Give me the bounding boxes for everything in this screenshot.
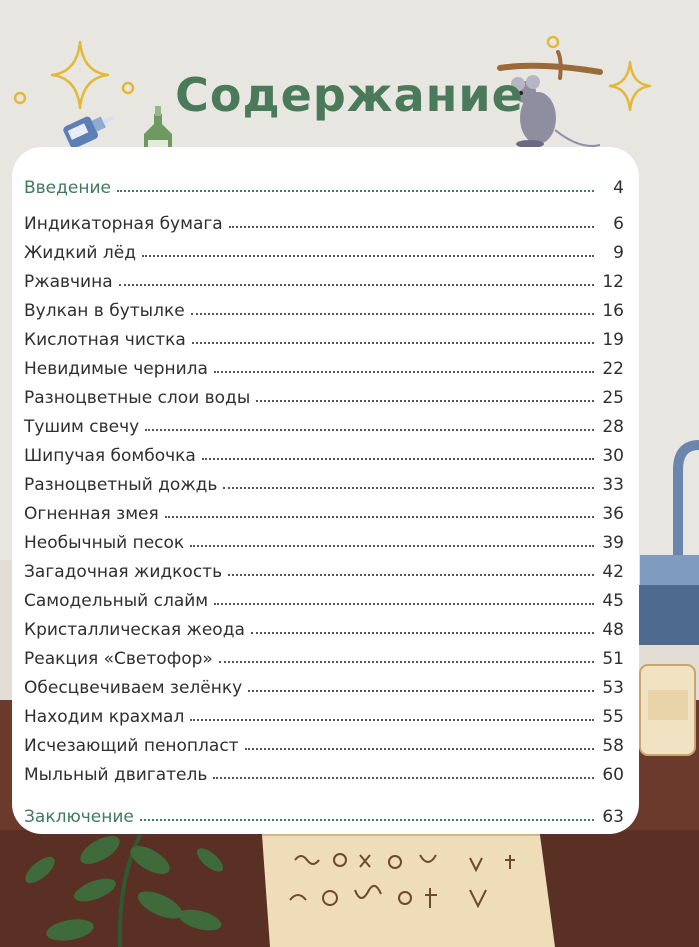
toc-entry[interactable] [24,616,624,640]
toc-entry[interactable] [24,471,624,495]
toc-entry[interactable] [24,326,624,350]
toc-entry-label: Тушим свечу [24,417,140,437]
toc-entry-page: 48 [602,620,624,640]
dot-leader [202,458,594,460]
toc-entry-page: 19 [602,330,624,350]
toc-entry[interactable] [24,268,624,292]
toc-entry[interactable] [24,732,624,756]
toc-entry[interactable] [24,529,624,553]
toc-entry-label: Огненная змея [24,504,159,524]
toc-entry-intro[interactable] [24,174,624,198]
dot-leader [228,574,594,576]
toc-entry-label: Кислотная чистка [24,330,186,350]
toc-entry-page: 60 [602,765,624,785]
scroll-illustration [262,835,555,947]
toc-entry[interactable] [24,500,624,524]
dot-leader [142,255,594,257]
dot-leader [140,819,594,821]
toc-entry-outro[interactable] [24,803,624,827]
dot-leader [256,400,594,402]
dot-leader [219,661,594,663]
toc-entry[interactable] [24,210,624,234]
toc-entry[interactable] [24,558,624,582]
toc-entry-page: 45 [602,591,624,611]
toc-entry-page: 33 [602,475,624,495]
toc-entry-page: 63 [602,807,624,827]
toc-entry-page: 9 [613,243,624,263]
toc-entry-label: Вулкан в бутылке [24,301,185,321]
toc-entry[interactable] [24,674,624,698]
toc-entry-label: Невидимые чернила [24,359,208,379]
toc-entry-page: 30 [602,446,624,466]
toc-entry-label: Заключение [24,807,134,827]
toc-entry[interactable] [24,297,624,321]
toc-entry-page: 36 [602,504,624,524]
toc-entry[interactable] [24,703,624,727]
toc-entry-label: Индикаторная бумага [24,214,223,234]
dot-leader [190,719,594,721]
dot-leader [245,748,594,750]
faucet-illustration [639,445,699,645]
dot-leader [190,545,594,547]
toc-entry-label: Ржавчина [24,272,113,292]
toc-entry-label: Шипучая бомбочка [24,446,196,466]
dot-leader [191,313,594,315]
toc-entry-page: 28 [602,417,624,437]
plant-illustration [21,830,227,947]
toc-entry-label: Мыльный двигатель [24,765,208,785]
toc-entry-label: Введение [24,178,111,198]
toc-entry-label: Необычный песок [24,533,185,553]
dot-leader [145,429,594,431]
toc-entry-page: 16 [602,301,624,321]
jar-illustration [640,665,695,755]
page-title: Содержание [175,68,524,122]
toc-entry-page: 6 [613,214,624,234]
toc-entry[interactable] [24,239,624,263]
toc-entry-label: Самодельный слайм [24,591,209,611]
toc-entry-page: 4 [613,178,624,198]
toc-entry[interactable] [24,384,624,408]
toc-entry-label: Исчезающий пенопласт [24,736,239,756]
dot-leader [119,284,594,286]
toc-entry[interactable] [24,587,624,611]
dot-leader [214,603,594,605]
toc-entry[interactable] [24,761,624,785]
toc-entry-page: 53 [602,678,624,698]
toc-entry[interactable] [24,442,624,466]
sparkle-dot-icon [548,37,558,47]
toc-entry-page: 22 [602,359,624,379]
dot-leader [117,190,594,192]
toc-entry-page: 12 [602,272,624,292]
toc-entry-label: Загадочная жидкость [24,562,223,582]
dot-leader [165,516,594,518]
toc-entry-label: Разноцветные слои воды [24,388,251,408]
toc-entry-page: 39 [602,533,624,553]
dot-leader [192,342,594,344]
toc-entry-page: 25 [602,388,624,408]
toc-entry-label: Обесцвечиваем зелёнку [24,678,243,698]
dot-leader [213,777,594,779]
toc-entry[interactable] [24,645,624,669]
dot-leader [248,690,594,692]
dot-leader [214,371,594,373]
toc-entry-label: Жидкий лёд [24,243,136,263]
toc-entry[interactable] [24,355,624,379]
dot-leader [223,487,594,489]
toc-entry-label: Кристаллическая жеода [24,620,245,640]
toc-entry[interactable] [24,413,624,437]
toc-entry-page: 55 [602,707,624,727]
toc-entry-page: 58 [602,736,624,756]
dot-leader [251,632,594,634]
toc-entry-label: Разноцветный дождь [24,475,218,495]
toc-entry-page: 42 [602,562,624,582]
toc-entry-label: Реакция «Светофор» [24,649,213,669]
toc-entry-page: 51 [602,649,624,669]
dot-leader [229,226,594,228]
toc-entry-label: Находим крахмал [24,707,185,727]
